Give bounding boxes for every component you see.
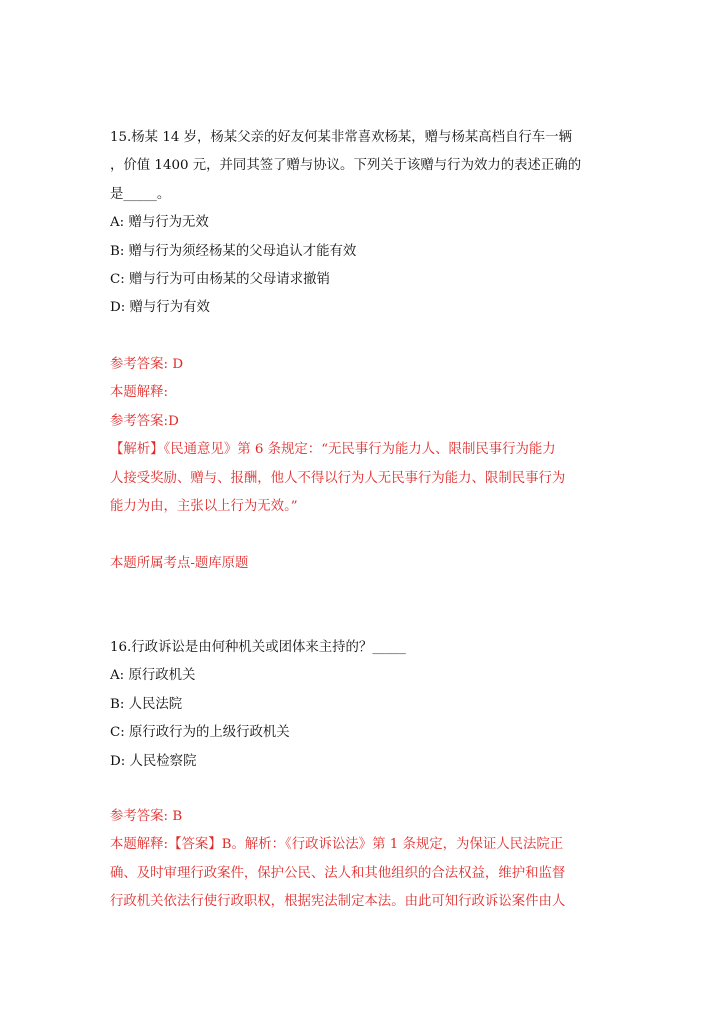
question-15	[110, 124, 610, 323]
answer-15-topic: 本题所属考点-题库原题	[110, 555, 249, 571]
answer-15-explain-label: 本题解释:	[110, 385, 169, 401]
answer-15-label-repeat: 参考答案:D	[110, 413, 179, 429]
answer-15	[110, 351, 610, 578]
question-15-option-a: A: 赠与行为无效	[110, 215, 209, 231]
answer-16-explain-line-3: 行政机关依法行使行政职权，根据宪法制定本法。由此可知行政诉讼案件由人	[110, 894, 566, 910]
question-15-option-c: C: 赠与行为可由杨某的父母请求撤销	[110, 271, 330, 287]
question-15-line-2: ，价值 1400 元，并同其签了赠与协议。下列关于该赠与行为效力的表述正确的	[110, 158, 582, 174]
answer-15-analysis-line-1: 【解析】《民通意见》第 6 条规定：“无民事行为能力人、限制民事行为能力	[110, 442, 556, 458]
answer-15-analysis-line-2: 人接受奖励、赠与、报酬，他人不得以行为人无民事行为能力、限制民事行为	[110, 470, 566, 486]
question-16	[110, 634, 610, 776]
question-16-option-b: B: 人民法院	[110, 696, 183, 712]
question-16-option-a: A: 原行政机关	[110, 668, 196, 684]
question-16-option-c: C: 原行政行为的上级行政机关	[110, 725, 290, 741]
spacer	[110, 521, 610, 549]
answer-16-explain-line-2: 确、及时审理行政案件，保护公民、法人和其他组织的合法权益，维护和监督	[110, 865, 566, 881]
question-15-line-1: 15.杨某 14 岁，杨某父亲的好友何某非常喜欢杨某，赠与杨某高档自行车一辆	[110, 130, 572, 145]
answer-16-label: 参考答案: B	[110, 809, 183, 824]
question-15-line-3: 是_____。	[110, 186, 171, 202]
answer-16	[110, 803, 610, 917]
answer-16-explain-line-1: 本题解释:【答案】B。解析：《行政诉讼法》第 1 条规定，为保证人民法院正	[110, 837, 564, 853]
question-16-line-1: 16.行政诉讼是由何种机关或团体来主持的？_____	[110, 640, 406, 655]
question-15-option-b: B: 赠与行为须经杨某的父母追认才能有效	[110, 243, 357, 259]
answer-15-label: 参考答案: D	[110, 357, 184, 372]
question-15-option-d: D: 赠与行为有效	[110, 300, 210, 316]
answer-15-analysis-line-3: 能力为由，主张以上行为无效。”	[110, 498, 298, 514]
question-16-option-d: D: 人民检察院	[110, 753, 197, 769]
